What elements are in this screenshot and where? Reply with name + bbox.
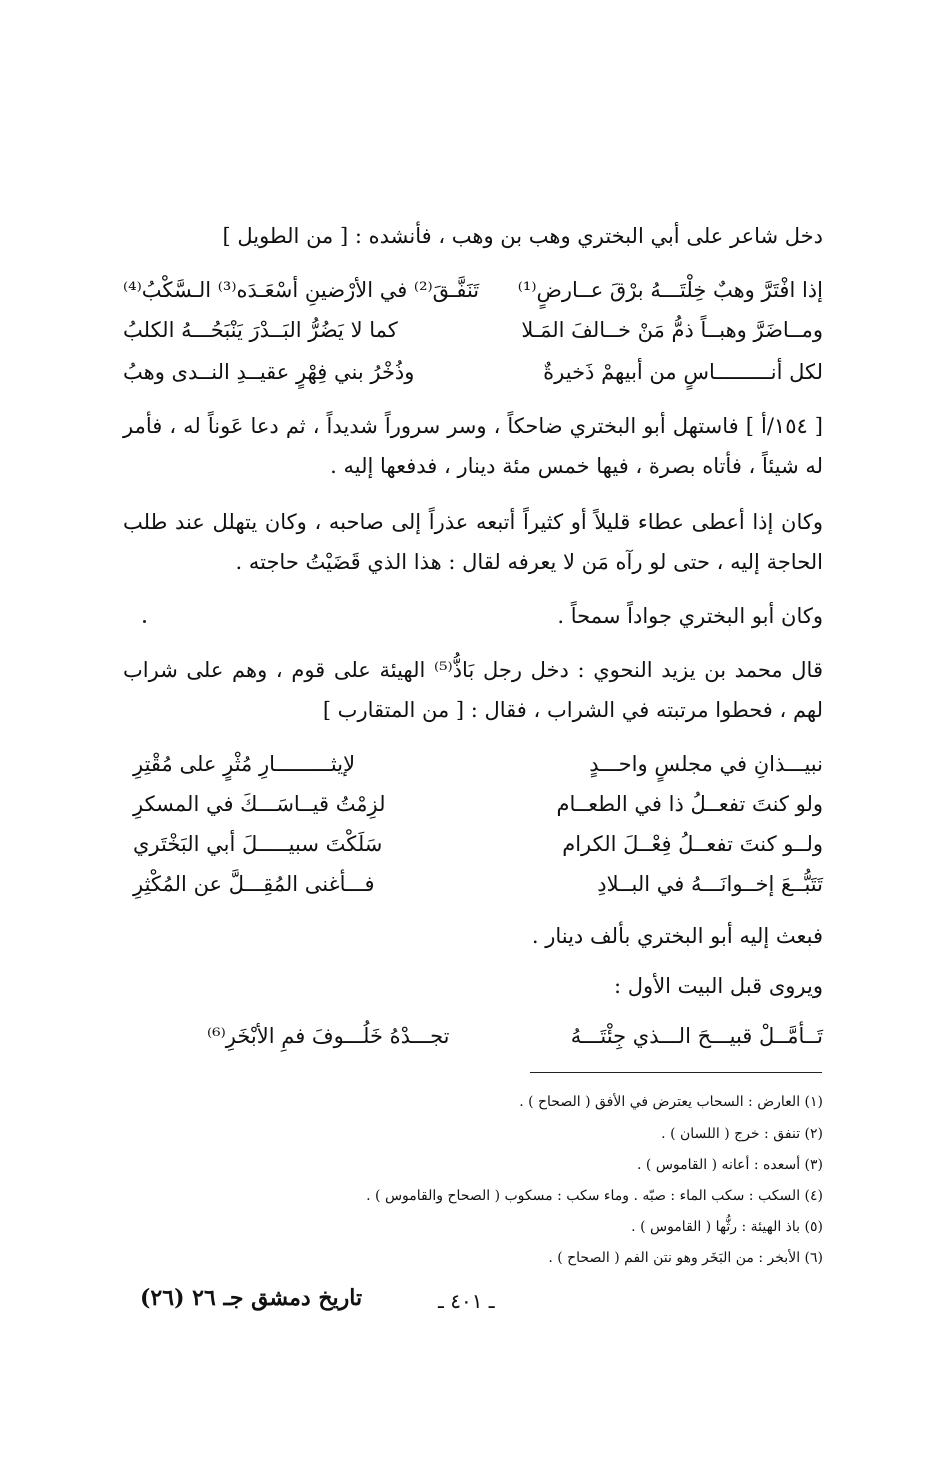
hemistich-left: سَلَكْتَ سبيـــــلَ أبي البَخْتَري xyxy=(133,832,383,856)
verse-row xyxy=(123,352,823,392)
paragraph: ويروى قبل البيت الأول : xyxy=(614,974,823,998)
hemistich-right: تَتَبُّــعَ إخــوانَـــهُ في البــلادِ xyxy=(597,872,823,896)
verse-row xyxy=(123,824,823,864)
hemistich-right: ولــو كنتَ تفعــلُ فِعْــلَ الكرام xyxy=(562,832,823,856)
verse-row xyxy=(123,784,823,824)
verse-row xyxy=(123,1016,823,1056)
paragraph: قال محمد بن يزيد النحوي : دخل رجل بَاذُّ⁽⁵⁾ الهيئة على قوم ، وهم على شراب لهم ، فحطوا مرتبته في الشراب ، فقال : [ من المتقارب ] xyxy=(123,658,823,722)
hemistich-left: تجـــدْهُ خَلُـــوفَ فمِ الأبْخَرِ⁽⁶⁾ xyxy=(207,1024,450,1048)
hemistich-left: كما لا يَضُرُّ البَــدْرَ يَنْبَحُـــهُ الكلبُ xyxy=(123,318,398,342)
paragraph: [ ١٥٤/أ ] فاستهل أبو البختري ضاحكاً ، وسر سروراً شديداً ، ثم دعا عَوناً له ، فأمر له شيئاً ، فأتاه بصرة ، فيها خمس مئة دينار ، فدفعها إليه . xyxy=(123,414,824,478)
hemistich-right: ولو كنتَ تفعــلُ ذا في الطعــام xyxy=(556,792,823,816)
footnote: (٦) الأبخر : من البَخَر وهو نتن الفم ( الصحاح ) . xyxy=(548,1250,823,1266)
hemistich-right: ومــاضَرَّ وهبــاً ذمُّ مَنْ خــالفَ المَـلا xyxy=(521,318,823,342)
hemistich-left: تَنَفَّـقَ⁽²⁾ في الأرْضينِ أسْعَـدَه⁽³⁾ الـسَّكْبُ⁽⁴⁾ xyxy=(123,278,480,302)
hemistich-right: إذا افْتَرَّ وهبٌ خِلْتَـــهُ برْقَ عــارضٍ⁽¹⁾ xyxy=(517,278,823,302)
hemistich-left: لإيثـــــــــارِ مُثْرٍ على مُقْتِرِ xyxy=(133,752,356,776)
paragraph: وكان إذا أعطى عطاء قليلاً أو كثيراً أتبعه عذراً إلى صاحبه ، وكان يتهلل عند طلب الحاجة إليه ، حتى لو رآه مَن لا يعرفه لقال : هذا الذي قَضَيْتُ حاجته . xyxy=(123,510,823,574)
verse-row xyxy=(123,744,823,784)
hemistich-right: نبيـــذانِ في مجلسٍ واحـــدٍ xyxy=(589,752,823,776)
verse-row xyxy=(123,270,823,310)
hemistich-right: لكل أنـــــــــاسٍ من أبيهمْ ذَخيرةٌ xyxy=(543,360,823,384)
verse-row xyxy=(123,864,823,904)
footnote: (٥) باذ الهيئة : رثُّها ( القاموس ) . xyxy=(631,1219,823,1235)
footnote: (٢) تنفق : خرج ( اللسان ) . xyxy=(661,1126,823,1142)
hemistich-left: وذُخْرُ بني فِهْرٍ عقيــدِ النــدى وهبُ xyxy=(123,360,415,384)
hemistich-left: فـــأغنى المُقِـــلَّ عن المُكْثِرِ xyxy=(133,872,375,896)
footnote: (١) العارض : السحاب يعترض في الأفق ( الصحاح ) . xyxy=(519,1094,823,1110)
intro-line: دخل شاعر على أبي البختري وهب بن وهب ، فأنشده : [ من الطويل ] xyxy=(222,224,823,248)
book-title-footer: تاريخ دمشق جـ ٢٦ (٢٦) xyxy=(140,1285,363,1311)
page-number: ـ ٤٠١ ـ xyxy=(438,1289,495,1313)
paragraph: فبعث إليه أبو البختري بألف دينار . xyxy=(531,924,823,948)
stray-mark xyxy=(143,620,146,623)
footnote: (٣) أسعده : أعانه ( القاموس ) . xyxy=(637,1157,823,1173)
paragraph: وكان أبو البختري جواداً سمحاً . xyxy=(557,604,823,628)
hemistich-right: تَــأمَّــلْ قبيـــحَ الـــذي جِئْتَـــهُ xyxy=(570,1024,823,1048)
footnote: (٤) السكب : سكب الماء : صبّه . وماء سكب : مسكوب ( الصحاح والقاموس ) . xyxy=(366,1188,823,1204)
footnote-separator xyxy=(530,1072,822,1073)
hemistich-left: لزِمْتُ قيــاسَـــكَ في المسكرِ xyxy=(133,792,386,816)
verse-row xyxy=(123,310,823,350)
